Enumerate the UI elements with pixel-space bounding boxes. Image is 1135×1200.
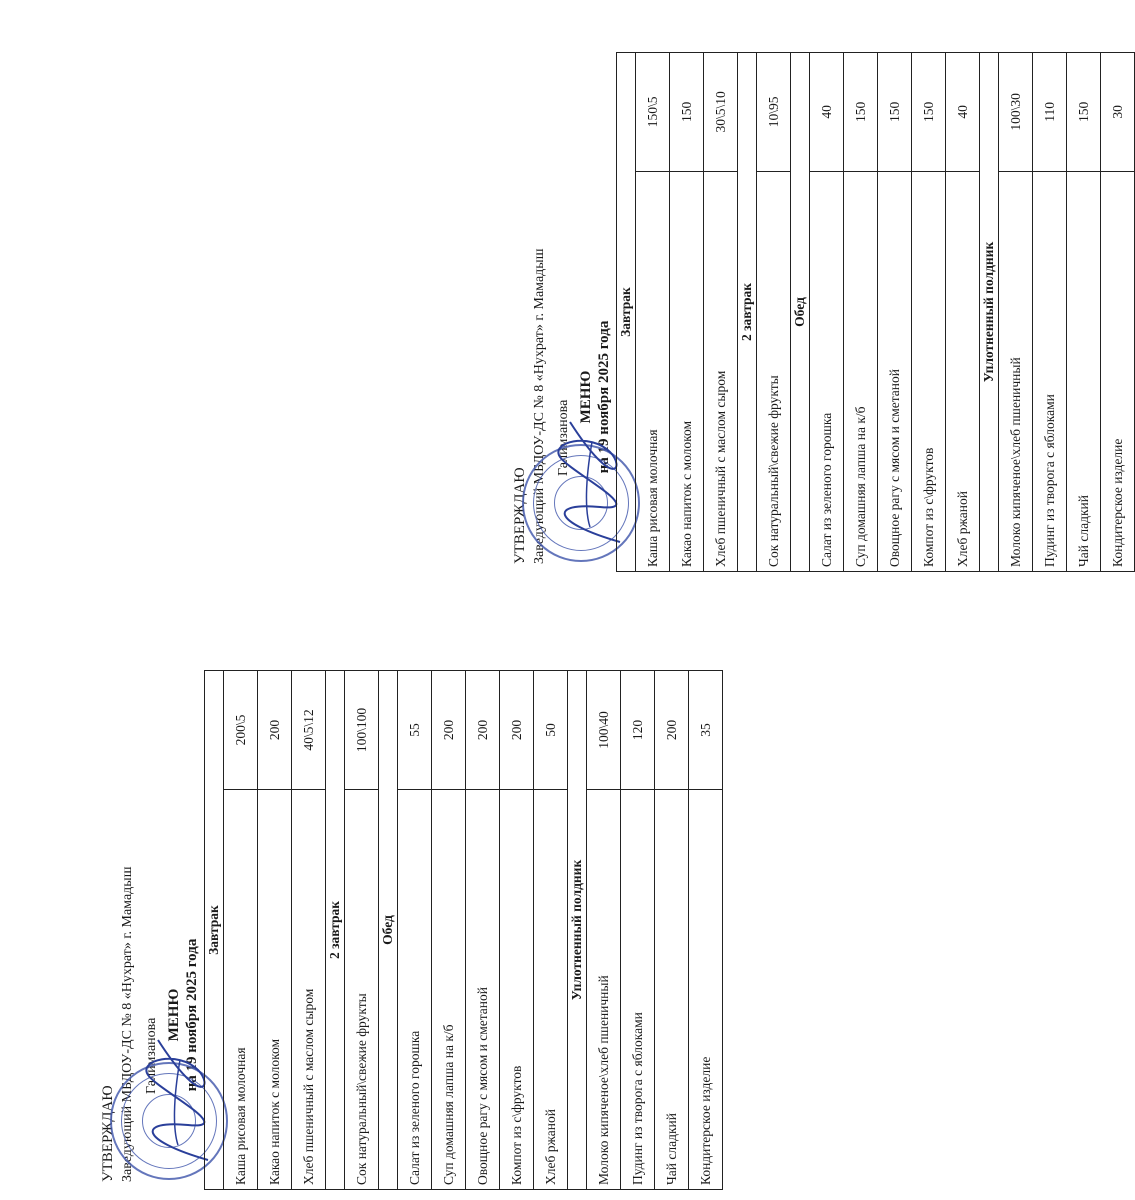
dish-name: Каша рисовая молочная bbox=[636, 171, 670, 571]
org-line: Заведующий МБДОУ-ДС № 8 «Нухрат» г. Мамадыш bbox=[120, 866, 135, 1182]
menu-row bbox=[810, 53, 844, 572]
menu-document-left bbox=[98, 630, 713, 1190]
menu-row bbox=[432, 671, 466, 1190]
section-row bbox=[379, 671, 398, 1190]
menu-row bbox=[587, 671, 621, 1190]
menu-title: МЕНЮ bbox=[578, 370, 594, 424]
dish-quantity: 200\5 bbox=[224, 671, 258, 790]
menu-row bbox=[466, 671, 500, 1190]
head-name: Галимзанова bbox=[556, 399, 571, 476]
menu-row bbox=[398, 671, 432, 1190]
dish-quantity: 50 bbox=[534, 671, 568, 790]
dish-name: Каша рисовая молочная bbox=[224, 789, 258, 1189]
menu-row bbox=[1067, 53, 1101, 572]
dish-quantity: 55 bbox=[398, 671, 432, 790]
section-label: Уплотненный полдник bbox=[568, 671, 587, 1190]
dish-name: Какао напиток с молоком bbox=[258, 789, 292, 1189]
menu-row bbox=[292, 671, 326, 1190]
dish-quantity: 40 bbox=[810, 53, 844, 172]
dish-name: Молоко кипяченое\хлеб пшеничный bbox=[587, 789, 621, 1189]
dish-quantity: 30 bbox=[1101, 53, 1135, 172]
menu-row bbox=[345, 671, 379, 1190]
dish-quantity: 150 bbox=[878, 53, 912, 172]
dish-name: Чай сладкий bbox=[655, 789, 689, 1189]
menu-row bbox=[844, 53, 878, 572]
dish-quantity: 100\100 bbox=[345, 671, 379, 790]
dish-quantity: 10\95 bbox=[757, 53, 791, 172]
menu-table bbox=[616, 52, 1135, 572]
dish-quantity: 150 bbox=[844, 53, 878, 172]
dish-quantity: 100\40 bbox=[587, 671, 621, 790]
dish-quantity: 200 bbox=[655, 671, 689, 790]
menu-document-right bbox=[510, 12, 1125, 572]
section-row bbox=[980, 53, 999, 572]
dish-name: Какао напиток с молоком bbox=[670, 171, 704, 571]
section-row bbox=[617, 53, 636, 572]
dish-quantity: 100\30 bbox=[999, 53, 1033, 172]
menu-row bbox=[878, 53, 912, 572]
head-name: Галимзанова bbox=[144, 1017, 159, 1094]
approve-label: УТВЕРЖДАЮ bbox=[512, 467, 528, 564]
menu-table bbox=[204, 670, 723, 1190]
section-row bbox=[791, 53, 810, 572]
menu-row bbox=[912, 53, 946, 572]
section-row bbox=[205, 671, 224, 1190]
menu-row bbox=[757, 53, 791, 572]
dish-quantity: 150 bbox=[670, 53, 704, 172]
dish-quantity: 40\5\12 bbox=[292, 671, 326, 790]
section-label: Завтрак bbox=[205, 671, 224, 1190]
dish-quantity: 30\5\10 bbox=[704, 53, 738, 172]
dish-name: Овощное рагу с мясом и сметаной bbox=[878, 171, 912, 571]
dish-name: Молоко кипяченое\хлеб пшеничный bbox=[999, 171, 1033, 571]
section-row bbox=[738, 53, 757, 572]
dish-quantity: 35 bbox=[689, 671, 723, 790]
approve-label: УТВЕРЖДАЮ bbox=[100, 1085, 116, 1182]
dish-name: Кондитерское изделие bbox=[689, 789, 723, 1189]
dish-name: Суп домашняя лапша на к/б bbox=[432, 789, 466, 1189]
menu-title: МЕНЮ bbox=[166, 988, 182, 1042]
dish-name: Сок натуральный\свежие фрукты bbox=[757, 171, 791, 571]
menu-row bbox=[999, 53, 1033, 572]
dish-name: Хлеб пшеничный с маслом сыром bbox=[704, 171, 738, 571]
dish-name: Суп домашняя лапша на к/б bbox=[844, 171, 878, 571]
menu-row bbox=[636, 53, 670, 572]
menu-date: на 19 ноября 2025 года bbox=[184, 938, 200, 1092]
section-label: 2 завтрак bbox=[738, 53, 757, 572]
dish-quantity: 200 bbox=[258, 671, 292, 790]
dish-name: Сок натуральный\свежие фрукты bbox=[345, 789, 379, 1189]
dish-name: Кондитерское изделие bbox=[1101, 171, 1135, 571]
menu-row bbox=[224, 671, 258, 1190]
section-row bbox=[568, 671, 587, 1190]
dish-name: Овощное рагу с мясом и сметаной bbox=[466, 789, 500, 1189]
section-label: Уплотненный полдник bbox=[980, 53, 999, 572]
menu-row bbox=[1033, 53, 1067, 572]
dish-quantity: 150 bbox=[1067, 53, 1101, 172]
menu-row bbox=[500, 671, 534, 1190]
dish-quantity: 200 bbox=[432, 671, 466, 790]
section-label: 2 завтрак bbox=[326, 671, 345, 1190]
dish-quantity: 40 bbox=[946, 53, 980, 172]
dish-name: Чай сладкий bbox=[1067, 171, 1101, 571]
dish-name: Салат из зеленого горошка bbox=[810, 171, 844, 571]
dish-name: Салат из зеленого горошка bbox=[398, 789, 432, 1189]
dish-quantity: 110 bbox=[1033, 53, 1067, 172]
dish-name: Хлеб пшеничный с маслом сыром bbox=[292, 789, 326, 1189]
dish-name: Пудинг из творога с яблоками bbox=[621, 789, 655, 1189]
dish-name: Хлеб ржаной bbox=[534, 789, 568, 1189]
menu-row bbox=[689, 671, 723, 1190]
menu-row bbox=[670, 53, 704, 572]
section-label: Обед bbox=[791, 53, 810, 572]
dish-name: Хлеб ржаной bbox=[946, 171, 980, 571]
dish-quantity: 200 bbox=[500, 671, 534, 790]
org-line: Заведующий МБДОУ-ДС № 8 «Нухрат» г. Мамадыш bbox=[532, 248, 547, 564]
section-row bbox=[326, 671, 345, 1190]
dish-quantity: 150\5 bbox=[636, 53, 670, 172]
dish-quantity: 200 bbox=[466, 671, 500, 790]
menu-row bbox=[655, 671, 689, 1190]
dish-name: Пудинг из творога с яблоками bbox=[1033, 171, 1067, 571]
section-label: Завтрак bbox=[617, 53, 636, 572]
menu-row bbox=[534, 671, 568, 1190]
menu-row bbox=[621, 671, 655, 1190]
dish-name: Компот из с\фруктов bbox=[500, 789, 534, 1189]
dish-quantity: 120 bbox=[621, 671, 655, 790]
section-label: Обед bbox=[379, 671, 398, 1190]
menu-row bbox=[704, 53, 738, 572]
dish-quantity: 150 bbox=[912, 53, 946, 172]
menu-row bbox=[258, 671, 292, 1190]
menu-row bbox=[946, 53, 980, 572]
menu-row bbox=[1101, 53, 1135, 572]
dish-name: Компот из с\фруктов bbox=[912, 171, 946, 571]
menu-date: на 19 ноября 2025 года bbox=[596, 320, 612, 474]
